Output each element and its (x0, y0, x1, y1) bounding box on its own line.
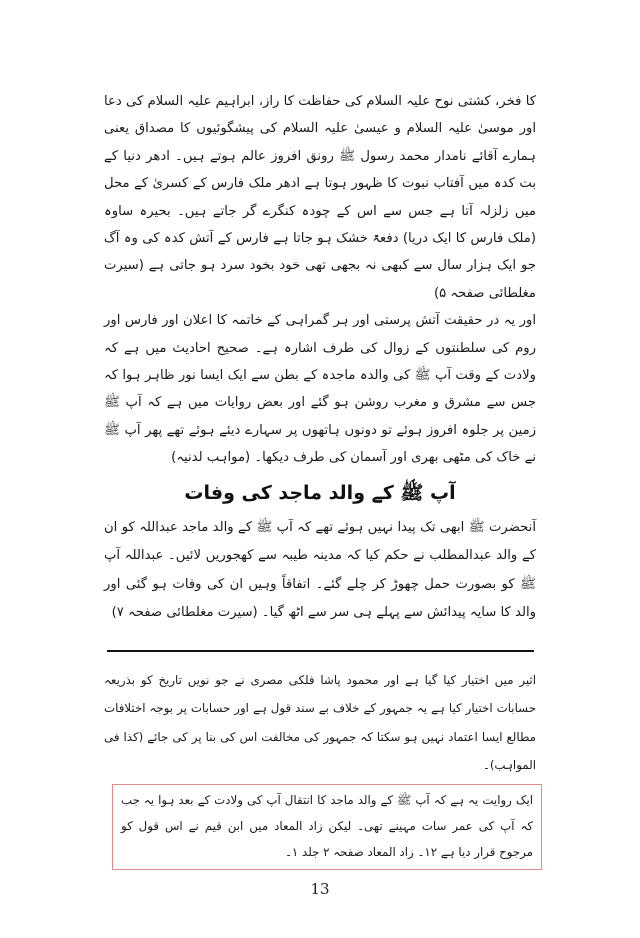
boxed-note (112, 784, 542, 870)
footnote-divider (107, 650, 534, 652)
main-text-block (104, 88, 536, 472)
footnote-text: اثیر میں اختیار کیا گیا ہے اور محمود پاشا فلکی مصری نے جو نویں تاریخ کو بذریعہ حسابات اختیار کیا ہے یہ جمہور کے خلاف بے سند قول ہے اور حسابات پر بوجہ اختلافات مطالع ایسا اعتماد نہیں ہو سکتا کہ جمہور کی مخالفت اس کی بنا پر کی جائے (کذا فی المواہب)۔ (104, 672, 536, 773)
boxed-note-text: ایک روایت یہ ہے کہ آپ ﷺ کے والد ماجد کا انتقال آپ کی ولادت کے بعد ہوا یہ جب کہ آپ کی عمر سات مہینے تھی۔ لیکن زاد المعاد میں ابن قیم نے اس قول کو مرجوح قرار دیا ہے ۱۲۔ زاد المعاد صفحہ ۲ جلد ۱۔ (121, 792, 533, 859)
body-paragraph-1: کا فخر، کشتی نوح علیہ السلام کی حفاظت کا راز، ابراہیم علیہ السلام کی دعا اور موسیٰ علیہ السلام و عیسیٰ علیہ السلام کی پیشگوئیوں کا مصداق یعنی ہمارے آقائے نامدار محمد رسول ﷺ رونق افروز عالم ہوتے ہیں۔ ادھر دنیا کے بت کدہ میں آفتاب نبوت کا ظہور ہوتا ہے ادھر ملک فارس کے کسریٰ کے محل میں زلزلہ آتا ہے جس سے اس کے چودہ کنگرے گر جاتے ہیں۔ بحیرہ ساوہ (ملک فارس کا ایک دریا) دفعۃً خشک ہو جاتا ہے فارس کے آتش کدہ کی وہ آگ جو ایک ہزار سال سے کبھی نہ بجھی تھی خود بخود سرد ہو جاتی ہے (سیرت مغلطائی صفحہ ۵) (104, 94, 536, 301)
footnote-block (104, 666, 536, 780)
page-number: 13 (310, 879, 330, 898)
body-paragraph-2: اور یہ در حقیقت آتش پرستی اور ہر گمراہی کے خاتمہ کا اعلان اور فارس اور روم کی سلطنتوں کے زوال کی طرف اشارہ ہے۔ صحیح احادیث میں ہے کہ ولادت کے وقت آپ ﷺ کی والدہ ماجدہ کے بطن سے ایک ایسا نور ظاہر ہوا کہ جس سے مشرق و مغرب روشن ہو گئے اور بعض روایات میں ہے کہ آپ ﷺ زمین پر جلوہ افروز ہوئے تو دونوں ہاتھوں پر سہارے دیئے ہوئے تھے پھر آپ ﷺ نے خاک کی مٹھی بھری اور آسمان کی طرف دیکھا۔ (مواہب لدنیہ) (104, 313, 536, 466)
section-heading: آپ ﷺ کے والد ماجد کی وفات (184, 481, 456, 504)
section-paragraph: آنحضرت ﷺ ابھی تک پیدا نہیں ہوئے تھے کہ آپ ﷺ کے والد ماجد عبداللہ کو ان کے والد عبدالمطلب نے حکم کیا کہ مدینہ طیبہ سے کھجوریں لائیں۔ عبداللہ آپ ﷺ کو بصورت حمل چھوڑ کر چلے گئے۔ اتفاقاً وہیں ان کی وفات ہو گئی اور والد کا سایہ پیدائش سے پہلے ہی سر سے اٹھ گیا۔ (سیرت مغلطائی صفحہ ۷) (104, 519, 536, 621)
section-text-block (104, 514, 536, 628)
